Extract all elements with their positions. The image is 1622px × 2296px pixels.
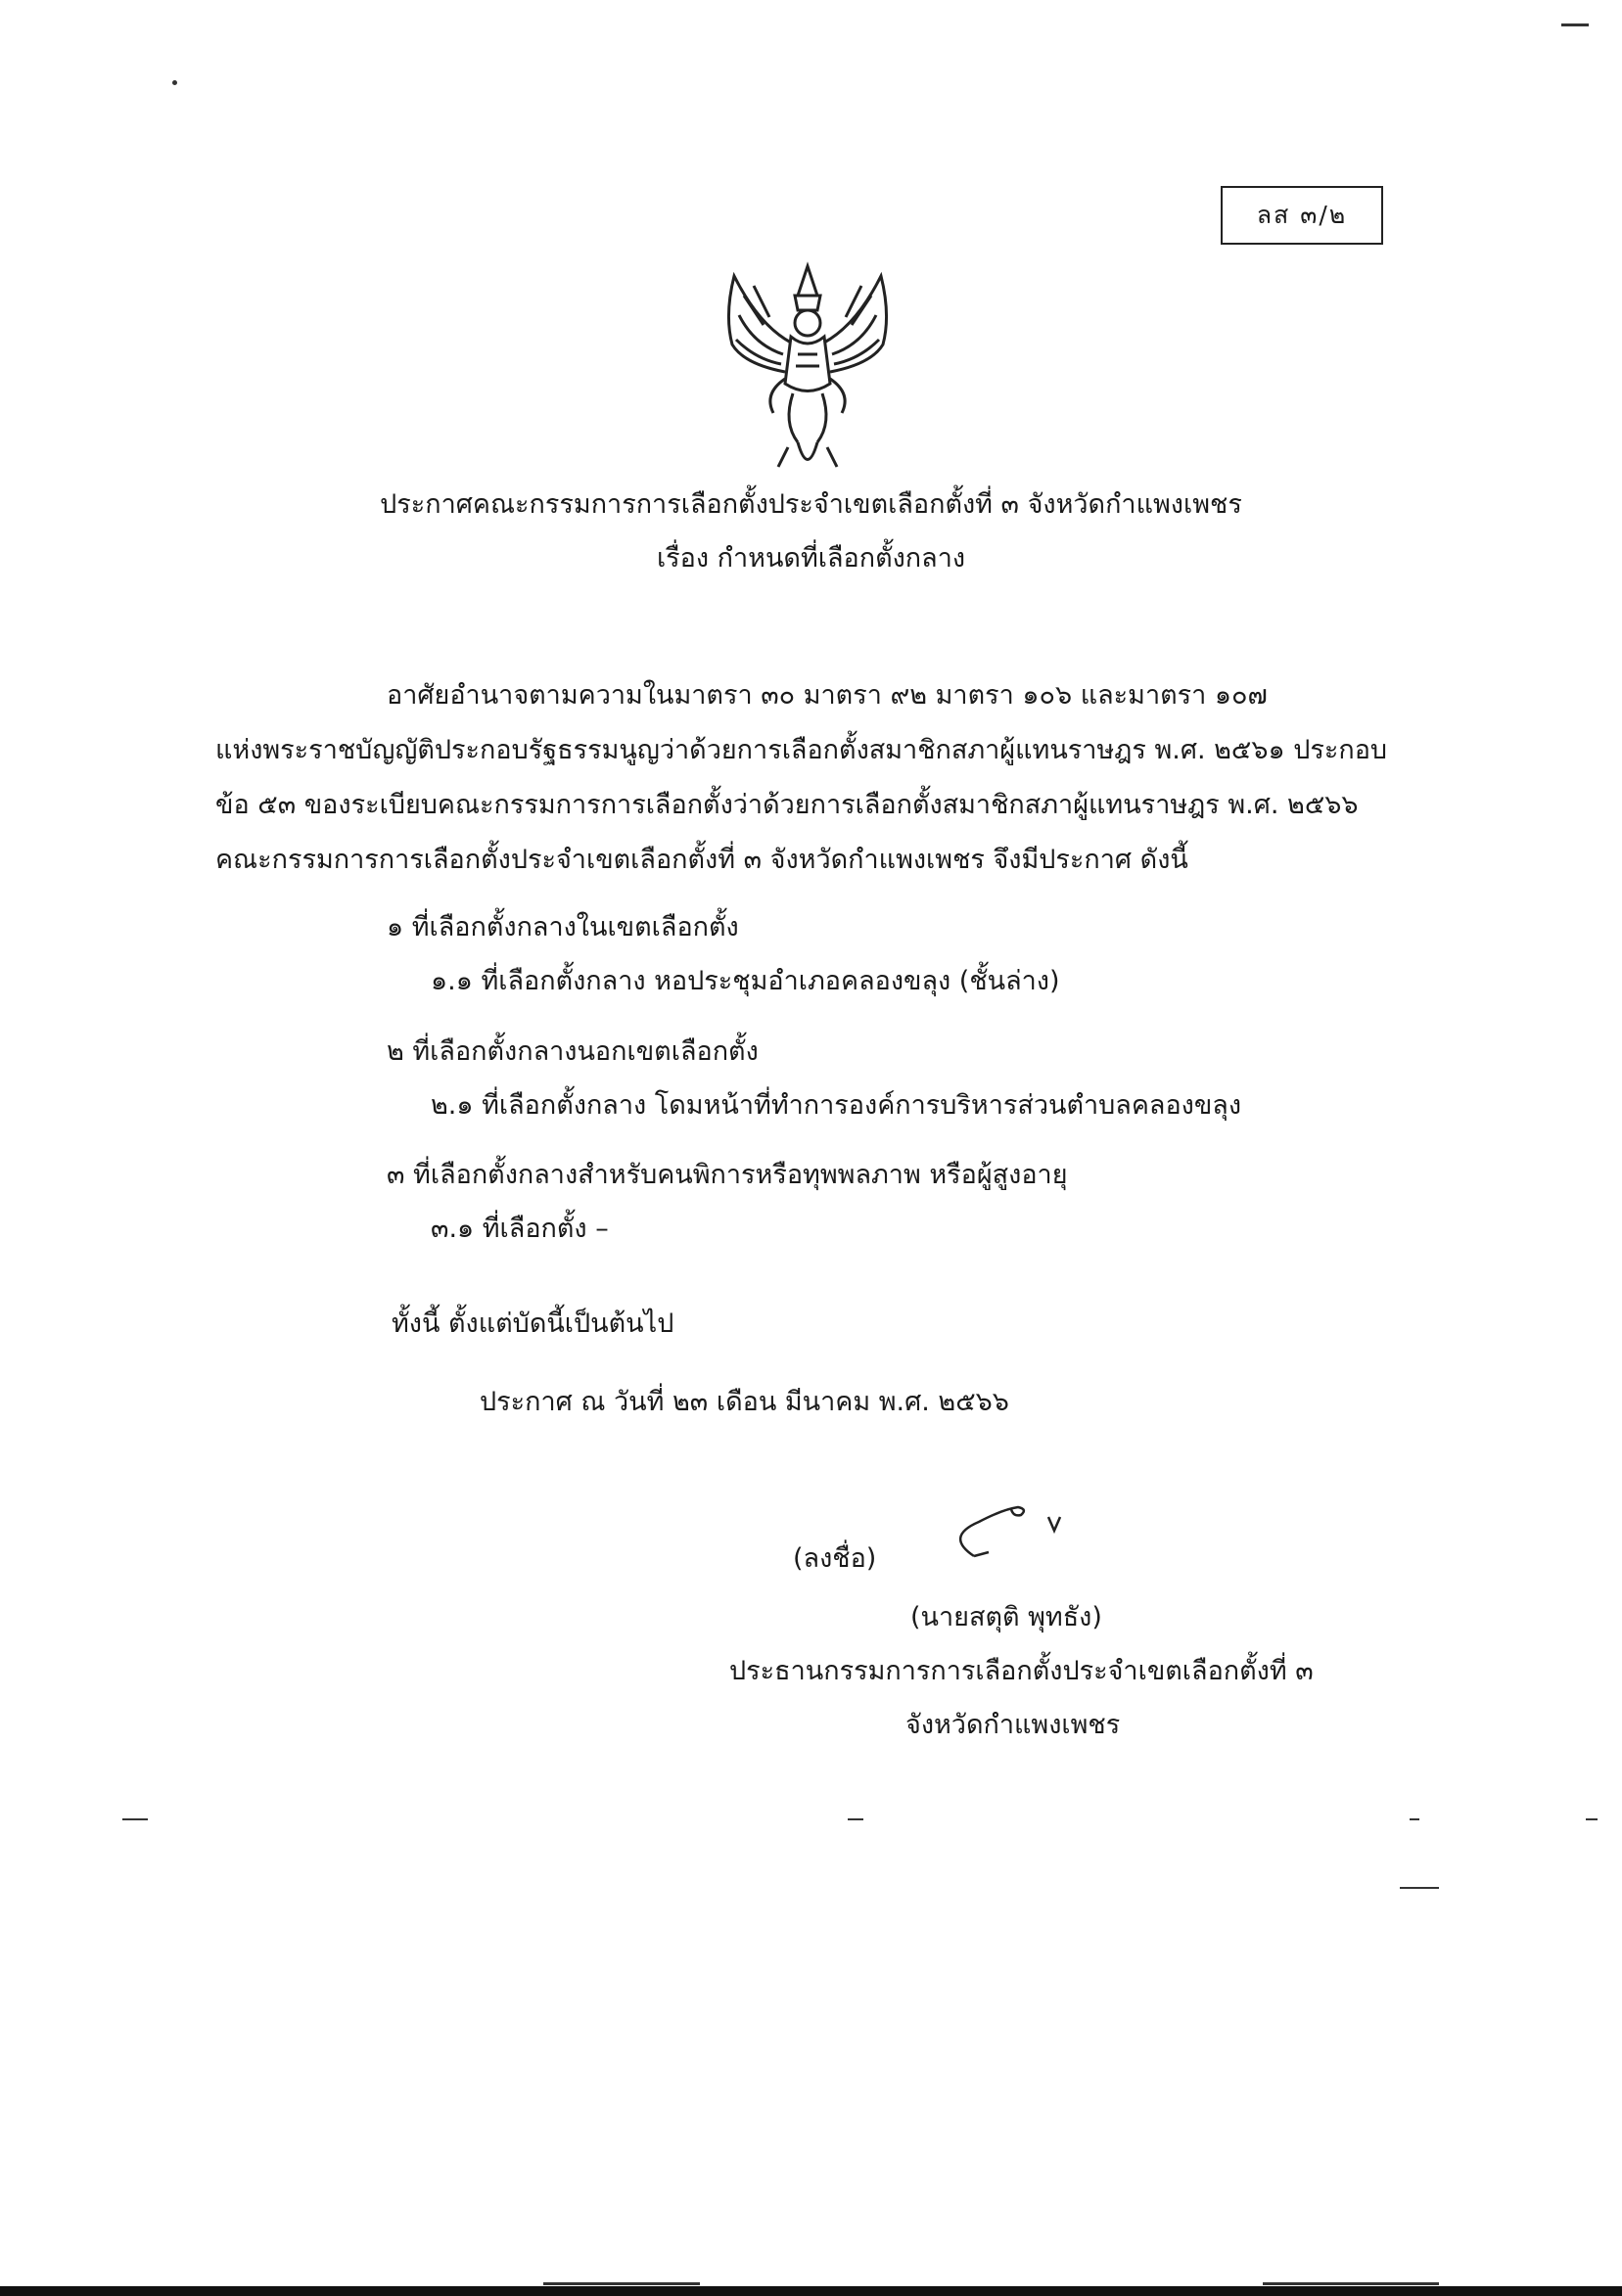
preamble-line-4: คณะกรรมการการเลือกตั้งประจำเขตเลือกตั้งที่ ๓ จังหวัดกำแพงเพชร จึงมีประกาศ ดังนี้ — [215, 845, 1188, 875]
signer-title-line-2: จังหวัดกำแพงเพชร — [905, 1710, 1121, 1740]
preamble-line-3: ข้อ ๕๓ ของระเบียบคณะกรรมการการเลือกตั้งว่าด้วยการเลือกตั้งสมาชิกสภาผู้แทนราษฎร พ.ศ. ๒๕๖๖ — [215, 790, 1359, 820]
signer-title-line-1: ประธานกรรมการการเลือกตั้งประจำเขตเลือกตั้งที่ ๓ — [729, 1656, 1314, 1686]
item-2-heading: ๒ ที่เลือกตั้งกลางนอกเขตเลือกตั้ง — [387, 1036, 759, 1067]
preamble-line-1: อาศัยอำนาจตามความในมาตรา ๓๐ มาตรา ๙๒ มาตรา ๑๐๖ และมาตรา ๑๐๗ — [387, 680, 1268, 711]
scan-mark — [1586, 1818, 1598, 1820]
scan-mark — [1400, 1887, 1439, 1889]
signer-name: (นายสตุติ พุทธัง) — [910, 1602, 1102, 1632]
form-code-box: ลส ๓/๒ — [1221, 186, 1383, 245]
announcement-title: ประกาศคณะกรรมการการเลือกตั้งประจำเขตเลือกตั้งที่ ๓ จังหวัดกำแพงเพชร — [380, 489, 1242, 520]
scan-bottom-edge — [0, 2286, 1622, 2296]
scan-mark — [122, 1818, 148, 1820]
item-2-sub: ๒.๑ ที่เลือกตั้งกลาง โดมหน้าที่ทำการองค์การบริหารส่วนตำบลคลองขลุง — [431, 1090, 1242, 1121]
item-3-heading: ๓ ที่เลือกตั้งกลางสำหรับคนพิการหรือทุพพลภาพ หรือผู้สูงอายุ — [387, 1160, 1068, 1190]
item-1-sub: ๑.๑ ที่เลือกตั้งกลาง หอประชุมอำเภอคลองขลุง (ชั้นล่าง) — [431, 966, 1060, 996]
item-1-heading: ๑ ที่เลือกตั้งกลางในเขตเลือกตั้ง — [387, 912, 739, 942]
effective-clause: ทั้งนี้ ตั้งแต่บัดนี้เป็นต้นไป — [392, 1309, 674, 1339]
sign-label: (ลงชื่อ) — [793, 1543, 877, 1574]
garuda-emblem-icon — [705, 256, 910, 482]
announced-date: ประกาศ ณ วันที่ ๒๓ เดือน มีนาคม พ.ศ. ๒๕๖๖ — [480, 1387, 1009, 1417]
scan-mark — [1263, 2282, 1439, 2285]
announcement-subject: เรื่อง กำหนดที่เลือกตั้งกลาง — [656, 543, 966, 574]
scan-mark — [1410, 1818, 1419, 1820]
scan-mark — [1561, 23, 1589, 26]
signature-mark — [935, 1497, 1082, 1576]
scan-mark — [543, 2282, 700, 2285]
preamble-line-2: แห่งพระราชบัญญัติประกอบรัฐธรรมนูญว่าด้วยการเลือกตั้งสมาชิกสภาผู้แทนราษฎร พ.ศ. ๒๕๖๑ ประกอบ — [215, 735, 1388, 765]
item-3-sub: ๓.๑ ที่เลือกตั้ง – — [431, 1214, 609, 1244]
scan-speck — [172, 80, 177, 85]
scan-mark — [848, 1818, 863, 1820]
